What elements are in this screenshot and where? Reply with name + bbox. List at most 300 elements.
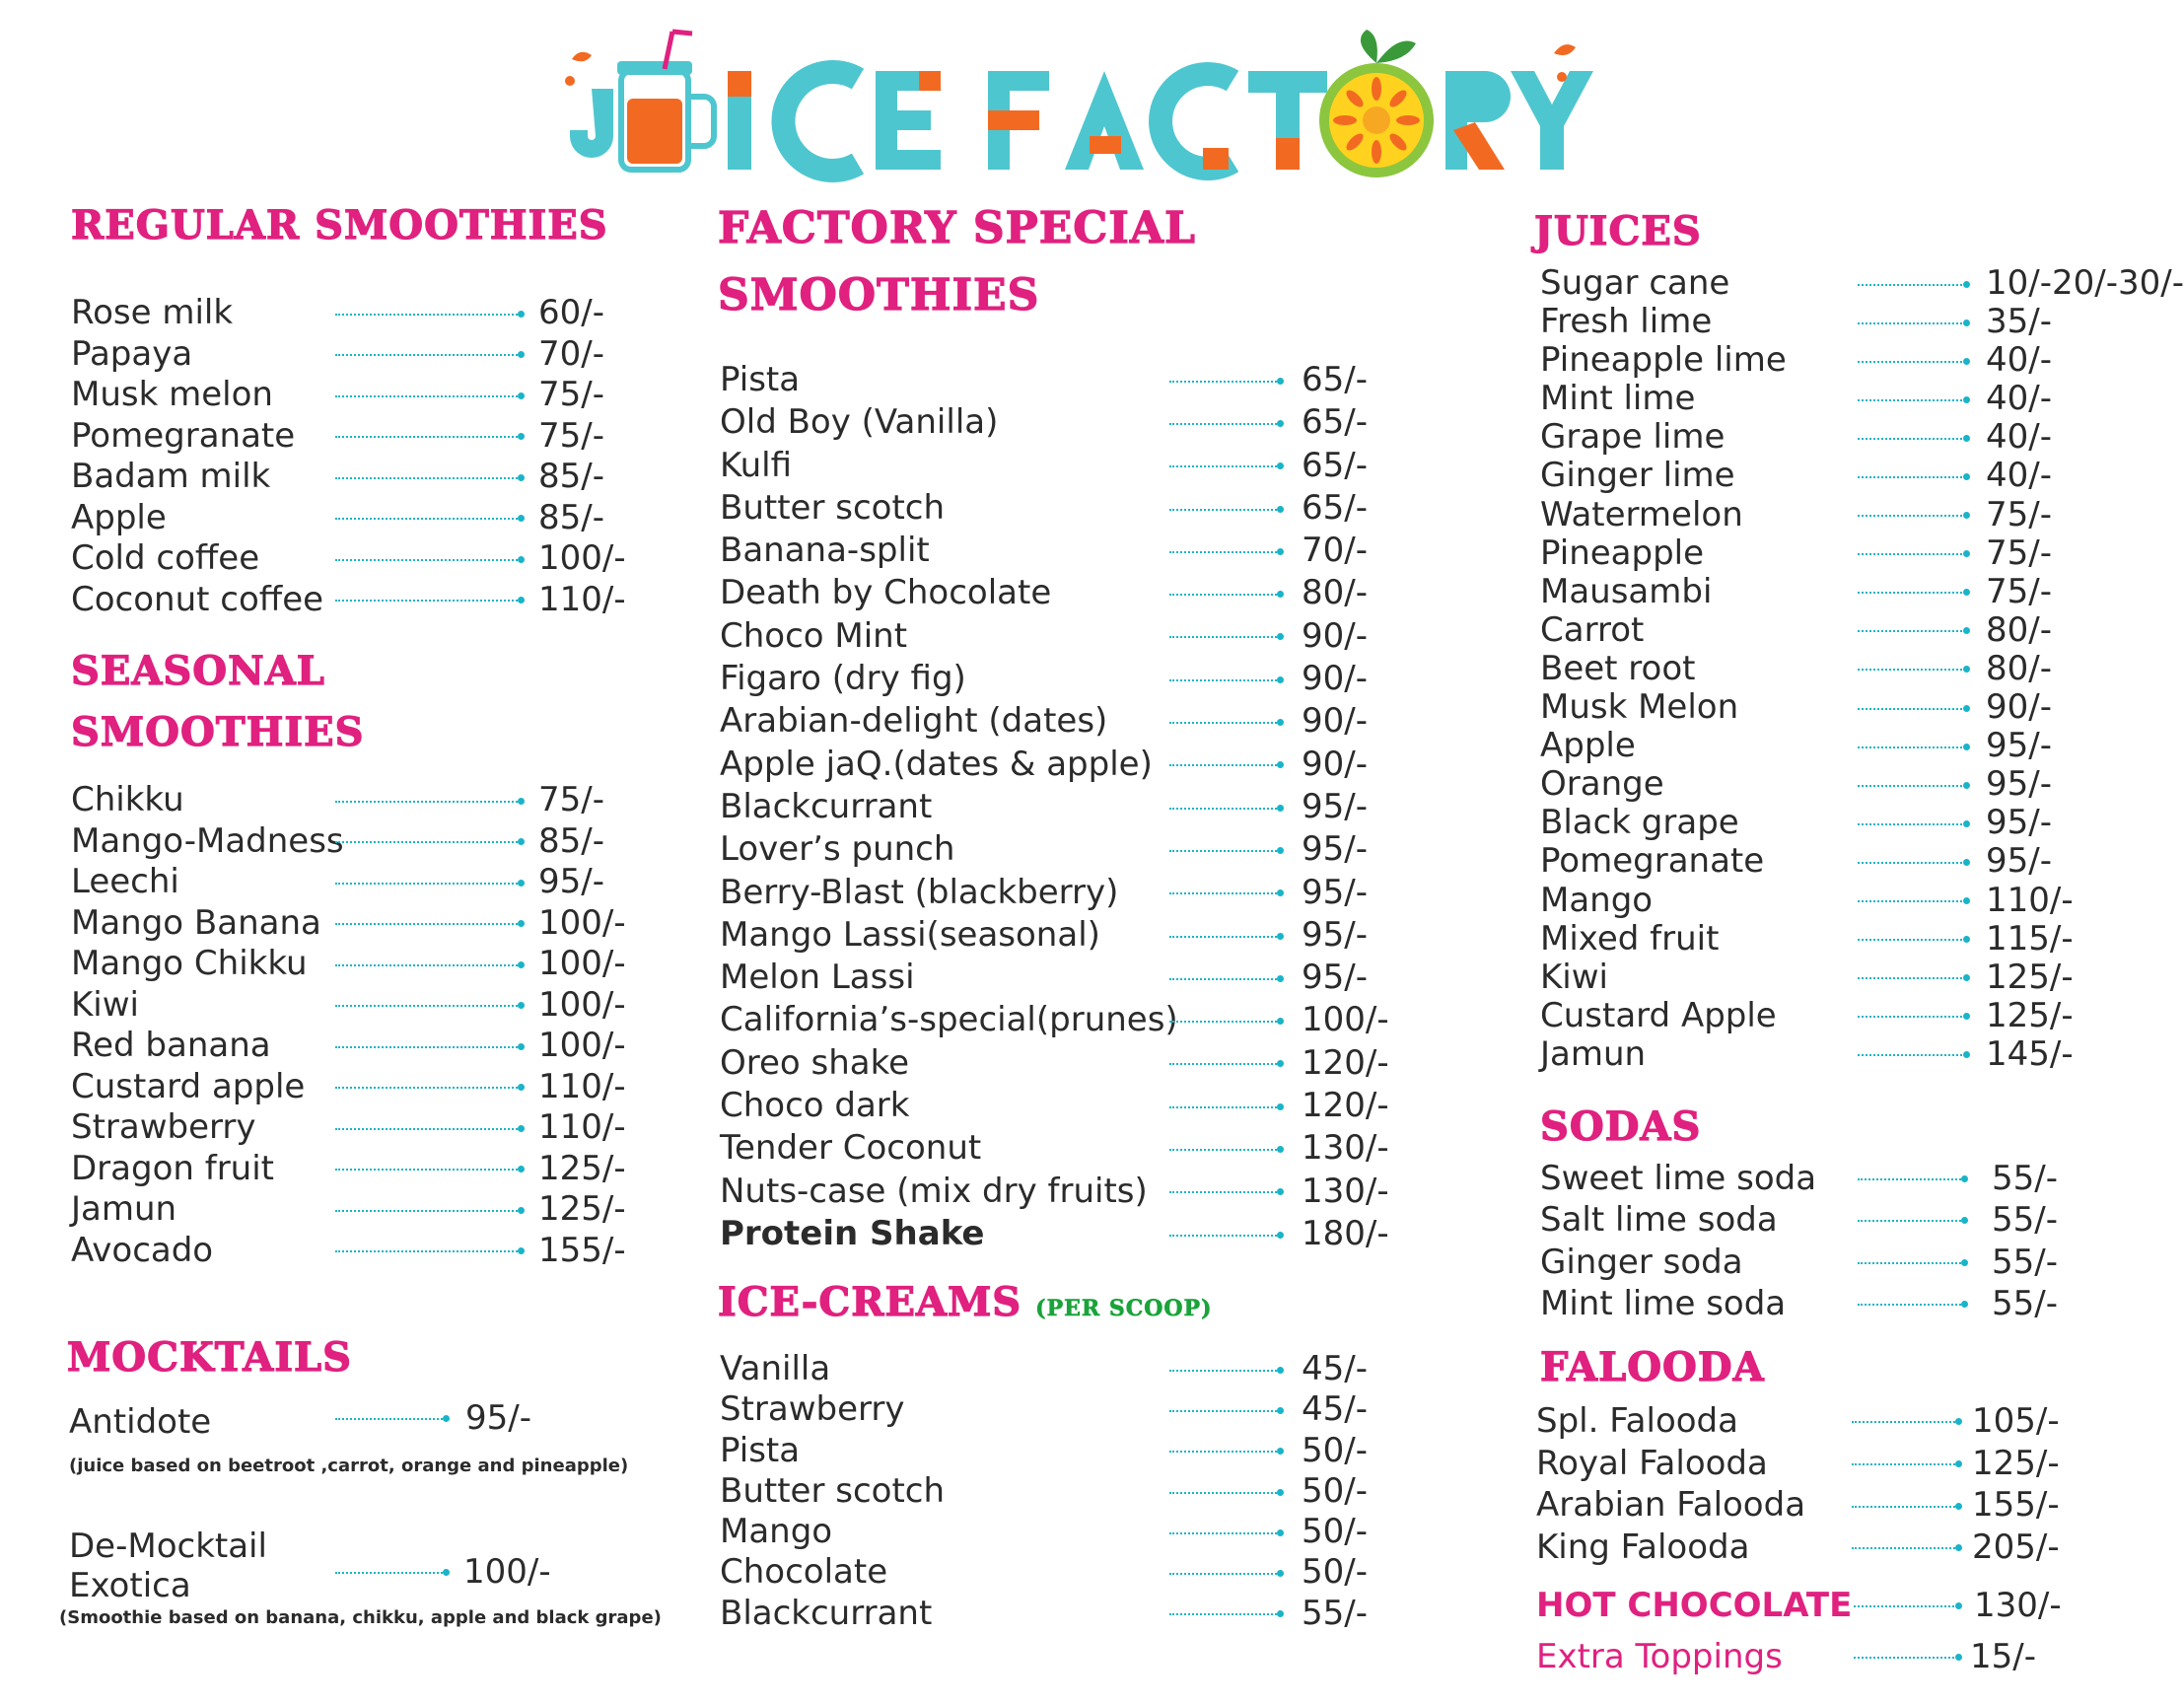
menu-item-price: 90/- [1302, 615, 1368, 656]
menu-item-name: Mango [720, 1512, 833, 1552]
menu-item-leader-dots [1852, 1463, 1958, 1465]
menu-item-leader-dots [1858, 1220, 1964, 1222]
menu-item-name: Berry-Blast (blackberry) [720, 872, 1119, 912]
menu-item [1540, 997, 2092, 1035]
menu-item-leader-dots [1858, 515, 1966, 517]
menu-item-leader-dots [1858, 1178, 1964, 1180]
menu-item-price: 100/- [538, 944, 626, 983]
hot-chocolate-price: 130/- [1974, 1586, 2062, 1625]
regular-smoothies-list [71, 293, 626, 620]
menu-item-leader-dots [335, 477, 521, 479]
ice-creams-list [720, 1349, 1430, 1634]
menu-item-leader-dots [1169, 1492, 1280, 1494]
menu-item-price: 70/- [538, 333, 604, 374]
hot-chocolate-label: HOT CHOCOLATE [1536, 1586, 1853, 1625]
menu-item-price: 85/- [538, 457, 604, 496]
menu-item [720, 1594, 1430, 1634]
menu-item-leader-dots [1169, 509, 1280, 511]
menu-item-name: Pineapple lime [1540, 340, 1787, 381]
menu-item-leader-dots [1169, 978, 1280, 980]
menu-item-price: 95/- [1302, 958, 1368, 998]
menu-item-name: Rose milk [71, 293, 234, 332]
menu-item-name: Apple jaQ.(dates & apple) [720, 744, 1153, 784]
menu-item-leader-dots [1169, 594, 1280, 596]
menu-item [720, 700, 1430, 743]
menu-item-leader-dots [335, 1250, 521, 1252]
menu-item-leader-dots [1169, 1021, 1280, 1023]
menu-item-price: 95/- [1302, 872, 1368, 912]
menu-item-price: 55/- [1992, 1283, 2058, 1323]
menu-item [71, 984, 626, 1027]
menu-item-price: 90/- [1302, 701, 1368, 742]
menu-item-name: Protein Shake [720, 1213, 985, 1253]
menu-item [720, 401, 1430, 444]
menu-item-leader-dots [1169, 465, 1280, 467]
menu-item [1540, 341, 2092, 380]
democktail-note: (Smoothie based on banana, chikku, apple and black grape) [59, 1607, 662, 1628]
menu-item-leader-dots [335, 395, 521, 397]
menu-item-leader-dots [1858, 708, 1966, 710]
menu-item-leader-dots [1852, 1547, 1958, 1549]
menu-item [720, 828, 1430, 871]
menu-item [71, 579, 626, 621]
menu-item-price: 125/- [1972, 1443, 2060, 1483]
menu-item [720, 1042, 1430, 1085]
menu-item-price: 95/- [1986, 841, 2052, 882]
menu-item [720, 1085, 1430, 1127]
menu-item-leader-dots [335, 883, 521, 885]
menu-item [1540, 1242, 2092, 1283]
menu-item-price: 125/- [538, 1148, 626, 1188]
menu-item [720, 786, 1430, 828]
menu-item-price: 90/- [1986, 687, 2052, 728]
menu-item-price: 40/- [1986, 417, 2052, 458]
menu-item-price: 115/- [1986, 918, 2074, 959]
menu-item-price: 50/- [1302, 1470, 1368, 1511]
menu-item-leader-dots [1169, 551, 1280, 553]
menu-item-price: 155/- [1972, 1485, 2060, 1526]
menu-item [1540, 688, 2092, 727]
menu-item [720, 359, 1430, 401]
menu-item-leader-dots [1852, 1421, 1958, 1423]
menu-item-price: 155/- [538, 1230, 626, 1270]
menu-item-leader-dots [1169, 1410, 1280, 1412]
menu-item [71, 902, 626, 945]
menu-item-leader-dots [1858, 361, 1966, 363]
extra-toppings-row [1536, 1637, 2088, 1676]
juices-title: JUICES [1534, 208, 1702, 254]
menu-item-price: 60/- [538, 293, 604, 332]
menu-item-name: Blackcurrant [720, 1593, 933, 1633]
menu-item-price: 10/-20/-30/- [1986, 263, 2184, 303]
menu-item-price: 125/- [1986, 957, 2074, 997]
seasonal-smoothies-title [71, 641, 365, 763]
menu-item-leader-dots [335, 518, 521, 520]
menu-item-price: 75/- [538, 780, 604, 819]
juice-factory-logo [562, 20, 1568, 178]
menu-item-leader-dots [335, 1210, 521, 1212]
menu-item [1540, 882, 2092, 920]
menu-item-price: 45/- [1302, 1389, 1368, 1430]
menu-item-name: Strawberry [720, 1389, 905, 1430]
menu-item-leader-dots [335, 1005, 521, 1007]
menu-item-price: 65/- [1302, 402, 1368, 443]
menu-item [1540, 611, 2092, 650]
menu-item-price: 75/- [1986, 571, 2052, 611]
menu-item-name: Pista [720, 360, 801, 399]
menu-item-price: 85/- [538, 820, 604, 861]
menu-item [720, 1127, 1430, 1170]
menu-item-price: 90/- [1302, 659, 1368, 699]
menu-item-name: Mango-Madness [71, 820, 344, 861]
menu-item-name: Musk Melon [1540, 687, 1739, 728]
hot-chocolate-row [1536, 1586, 2088, 1625]
menu-item [720, 957, 1430, 999]
sodas-list [1540, 1158, 2092, 1324]
menu-item [71, 498, 623, 539]
menu-item-leader-dots [1858, 592, 1966, 594]
menu-item [1540, 765, 2092, 804]
menu-item-price: 145/- [1986, 1033, 2074, 1074]
menu-item-leader-dots [1169, 636, 1280, 638]
menu-item [1536, 1400, 2088, 1443]
menu-item-price: 95/- [538, 862, 604, 901]
menu-item-price: 90/- [1302, 744, 1368, 784]
menu-item-name: Ginger lime [1540, 456, 1735, 496]
menu-item-leader-dots [335, 1046, 521, 1048]
menu-item-leader-dots [1169, 1191, 1280, 1193]
menu-item-price: 130/- [1302, 1128, 1389, 1169]
menu-item-price: 130/- [1302, 1171, 1389, 1211]
menu-item-name: Watermelon [1540, 494, 1743, 534]
menu-item-leader-dots [1169, 1451, 1280, 1453]
menu-item [71, 1230, 626, 1272]
menu-item-name: Musk melon [71, 375, 273, 414]
menu-item [720, 1389, 1430, 1430]
menu-item-price: 50/- [1302, 1430, 1368, 1470]
menu-item-name: Death by Chocolate [720, 573, 1052, 613]
menu-item [720, 1512, 1430, 1552]
menu-item-leader-dots [1169, 1063, 1280, 1065]
menu-item-leader-dots [1858, 1016, 1966, 1018]
menu-item-name: Choco dark [720, 1086, 910, 1126]
menu-item-price: 50/- [1302, 1512, 1368, 1552]
hot-chocolate-dots [1854, 1605, 1958, 1607]
extra-toppings-label: Extra Toppings [1536, 1637, 1783, 1676]
menu-item [71, 334, 623, 376]
menu-item-leader-dots [1169, 1149, 1280, 1151]
menu-item-name: Blackcurrant [720, 786, 933, 826]
menu-item-price: 95/- [1302, 914, 1368, 955]
menu-item [71, 416, 623, 458]
menu-item-name: Carrot [1540, 609, 1645, 650]
menu-item [1540, 457, 2092, 495]
antidote-name: Antidote [69, 1402, 212, 1442]
menu-item-price: 65/- [1302, 445, 1368, 485]
menu-item-name: Tender Coconut [720, 1128, 982, 1169]
menu-item-name: Mint lime soda [1540, 1283, 1787, 1323]
menu-item-leader-dots [335, 964, 521, 966]
menu-item-leader-dots [1858, 1054, 1966, 1056]
menu-item-leader-dots [335, 1169, 521, 1171]
menu-item [1540, 418, 2092, 457]
menu-item-name: Leechi [71, 862, 179, 901]
menu-item-leader-dots [335, 1087, 521, 1089]
menu-item-name: Pineapple [1540, 533, 1705, 573]
antidote-dots [335, 1418, 446, 1420]
menu-item-name: Mixed fruit [1540, 918, 1720, 959]
menu-item-leader-dots [335, 354, 521, 356]
menu-item-price: 55/- [1992, 1159, 2058, 1198]
menu-item-name: Kulfi [720, 445, 793, 485]
seasonal-title-line1: SEASONAL [71, 648, 325, 694]
menu-item [1540, 920, 2092, 959]
menu-item-name: Apple [1540, 726, 1636, 766]
menu-item-leader-dots [1858, 977, 1966, 979]
menu-item-price: 75/- [538, 375, 604, 414]
menu-item [720, 572, 1430, 614]
menu-item-leader-dots [1858, 785, 1966, 787]
menu-item-name: Figaro (dry fig) [720, 659, 966, 699]
menu-item-leader-dots [1169, 1106, 1280, 1108]
menu-item [720, 1171, 1430, 1213]
menu-item-name: Butter scotch [720, 487, 946, 528]
menu-item-name: Sweet lime soda [1540, 1159, 1817, 1198]
menu-item-name: Dragon fruit [71, 1148, 275, 1188]
menu-item-price: 100/- [538, 1026, 626, 1065]
menu-item-price: 120/- [1302, 1042, 1389, 1083]
menu-item-price: 95/- [1986, 764, 2052, 805]
menu-item [720, 914, 1430, 957]
menu-item-leader-dots [1858, 322, 1966, 324]
menu-item-name: Oreo shake [720, 1042, 910, 1083]
menu-item-leader-dots [1169, 381, 1280, 383]
menu-item-price: 40/- [1986, 379, 2052, 419]
menu-item-price: 75/- [1986, 533, 2052, 573]
mocktails-title: MOCKTAILS [67, 1334, 353, 1381]
menu-item-name: Pomegranate [1540, 841, 1765, 882]
menu-item [720, 1471, 1430, 1512]
menu-item-name: Mausambi [1540, 571, 1713, 611]
menu-item [71, 1066, 626, 1108]
menu-item-name: Badam milk [71, 457, 271, 496]
menu-item-name: Vanilla [720, 1349, 831, 1388]
menu-item-price: 105/- [1972, 1401, 2060, 1441]
menu-item-leader-dots [1858, 438, 1966, 440]
menu-item-name: Choco Mint [720, 615, 908, 656]
menu-item-price: 80/- [1986, 648, 2052, 688]
menu-item-leader-dots [1169, 808, 1280, 810]
menu-item-name: Pomegranate [71, 415, 296, 456]
menu-item-name: Jamun [71, 1189, 177, 1229]
menu-item [720, 1552, 1430, 1593]
menu-item-leader-dots [1858, 630, 1966, 632]
menu-item-leader-dots [335, 923, 521, 925]
factory-special-title-line1: FACTORY SPECIAL [718, 203, 1196, 253]
menu-item [1540, 303, 2092, 341]
menu-item [71, 1026, 626, 1067]
ice-creams-title-text: ICE-CREAMS [718, 1279, 1022, 1325]
menu-item-name: Mango Banana [71, 902, 321, 943]
menu-item-leader-dots [1169, 1532, 1280, 1534]
menu-item-name: Butter scotch [720, 1470, 946, 1511]
menu-item [1540, 380, 2092, 418]
menu-item-price: 110/- [1986, 880, 2074, 920]
menu-item-leader-dots [1858, 399, 1966, 401]
menu-item-price: 110/- [538, 1107, 626, 1147]
menu-item-price: 65/- [1302, 487, 1368, 528]
menu-item-price: 65/- [1302, 360, 1368, 399]
menu-item-leader-dots [1169, 679, 1280, 681]
menu-item-leader-dots [335, 1128, 521, 1130]
menu-item-name: Grape lime [1540, 417, 1726, 458]
menu-item-price: 120/- [1302, 1086, 1389, 1126]
menu-item-leader-dots [1858, 476, 1966, 478]
seasonal-title-line2: SMOOTHIES [71, 709, 365, 755]
factory-special-title-line2: SMOOTHIES [718, 270, 1040, 320]
menu-item [1540, 263, 2184, 303]
menu-item-name: Arabian Falooda [1536, 1485, 1806, 1526]
menu-item-name: Pista [720, 1430, 801, 1470]
menu-item-price: 95/- [1986, 803, 2052, 843]
menu-item-name: Avocado [71, 1230, 214, 1270]
menu-item [720, 445, 1430, 487]
menu-item-price: 40/- [1986, 456, 2052, 496]
menu-item-price: 110/- [538, 1066, 626, 1106]
menu-item-price: 45/- [1302, 1349, 1368, 1388]
menu-item-price: 95/- [1986, 726, 2052, 766]
menu-item-price: 205/- [1972, 1527, 2060, 1568]
menu-item [1540, 534, 2092, 573]
extra-toppings-price: 15/- [1970, 1637, 2036, 1676]
menu-item-price: 100/- [1302, 1000, 1389, 1040]
menu-item [720, 1431, 1430, 1471]
ice-creams-subtitle: (PER SCOOP) [1035, 1296, 1213, 1321]
menu-item [71, 1107, 626, 1149]
menu-item [71, 293, 623, 334]
menu-item [71, 821, 623, 863]
menu-item-name: Sugar cane [1540, 263, 1730, 303]
menu-item-name: Old Boy (Vanilla) [720, 402, 999, 443]
menu-item [71, 1148, 626, 1190]
menu-item-leader-dots [1858, 746, 1966, 748]
menu-item-name: Custard Apple [1540, 995, 1777, 1035]
menu-item [720, 999, 1430, 1041]
menu-item-leader-dots [1169, 1370, 1280, 1372]
menu-item-name: Custard apple [71, 1066, 306, 1106]
menu-item-name: Kiwi [1540, 957, 1608, 997]
menu-item-name: Melon Lassi [720, 958, 915, 998]
democktail-leader [335, 1552, 454, 1592]
menu-item [71, 944, 626, 985]
menu-item-name: Spl. Falooda [1536, 1401, 1738, 1441]
menu-item-name: Mint lime [1540, 379, 1696, 419]
menu-item-name: Red banana [71, 1026, 271, 1065]
menu-item-leader-dots [1169, 1613, 1280, 1615]
menu-item-price: 70/- [1302, 531, 1368, 571]
menu-item [1540, 573, 2092, 611]
menu-item-price: 75/- [538, 415, 604, 456]
menu-item-name: Kiwi [71, 984, 139, 1025]
menu-item-name: Orange [1540, 764, 1664, 805]
menu-item [1536, 1527, 2088, 1569]
menu-item-name: California’s-special(prunes) [720, 1000, 1178, 1040]
menu-item-name: Chikku [71, 780, 184, 819]
regular-smoothies-title: REGULAR SMOOTHIES [71, 202, 608, 249]
menu-item-price: 50/- [1302, 1552, 1368, 1593]
menu-item [720, 744, 1430, 786]
antidote-price: 95/- [465, 1398, 531, 1438]
menu-item-leader-dots [1169, 1573, 1280, 1575]
menu-item-leader-dots [1169, 850, 1280, 852]
menu-item-leader-dots [335, 436, 521, 438]
menu-item-leader-dots [335, 559, 521, 561]
menu-item-price: 100/- [538, 902, 626, 943]
menu-item [71, 862, 623, 903]
seasonal-smoothies-list [71, 780, 626, 1271]
democktail-dots [335, 1572, 446, 1574]
menu-item [1536, 1484, 2088, 1527]
menu-item-name: Mango Lassi(seasonal) [720, 914, 1100, 955]
menu-item [1540, 1283, 2092, 1324]
menu-item-leader-dots [335, 600, 521, 602]
menu-item-price: 80/- [1302, 573, 1368, 613]
antidote-leader [335, 1398, 454, 1438]
menu-item [720, 658, 1430, 700]
menu-item-name: Lover’s punch [720, 829, 955, 870]
menu-item-leader-dots [1858, 669, 1966, 671]
menu-item [1540, 650, 2092, 688]
menu-item-price: 95/- [1302, 786, 1368, 826]
extra-toppings-dots [1854, 1657, 1958, 1659]
menu-item-leader-dots [1858, 1304, 1964, 1306]
menu-item [71, 538, 626, 580]
factory-special-title [718, 195, 1196, 329]
menu-item-leader-dots [1169, 764, 1280, 766]
menu-item [1540, 842, 2092, 881]
menu-item [1540, 959, 2092, 997]
menu-item-price: 35/- [1986, 302, 2052, 342]
menu-item-name: Jamun [1540, 1033, 1647, 1074]
menu-item [720, 615, 1430, 658]
democktail-name-line1: De-Mocktail [69, 1527, 267, 1566]
menu-item [720, 1213, 1430, 1255]
menu-item-leader-dots [1858, 1262, 1964, 1264]
menu-item-name: Chocolate [720, 1552, 888, 1593]
menu-item-leader-dots [1858, 939, 1966, 941]
menu-item-leader-dots [335, 801, 521, 803]
menu-item [1536, 1443, 2088, 1485]
menu-item-name: Nuts-case (mix dry fruits) [720, 1171, 1148, 1211]
menu-item-name: Royal Falooda [1536, 1443, 1768, 1483]
menu-item-name: Mango [1540, 880, 1654, 920]
democktail-name-line2: Exotica [69, 1566, 191, 1605]
menu-item [71, 375, 623, 416]
menu-item-price: 40/- [1986, 340, 2052, 381]
menu-item [1540, 804, 2092, 842]
menu-item [1540, 727, 2092, 765]
sodas-title: SODAS [1540, 1103, 1702, 1150]
democktail-price: 100/- [463, 1552, 551, 1592]
menu-item-name: Ginger soda [1540, 1242, 1743, 1282]
menu-item [1540, 496, 2092, 534]
menu-item-name: Black grape [1540, 803, 1739, 843]
menu-item [720, 487, 1430, 530]
menu-item-leader-dots [1858, 823, 1966, 825]
menu-item [720, 872, 1430, 914]
menu-item [1540, 1158, 2092, 1199]
menu-item-leader-dots [1858, 900, 1966, 902]
